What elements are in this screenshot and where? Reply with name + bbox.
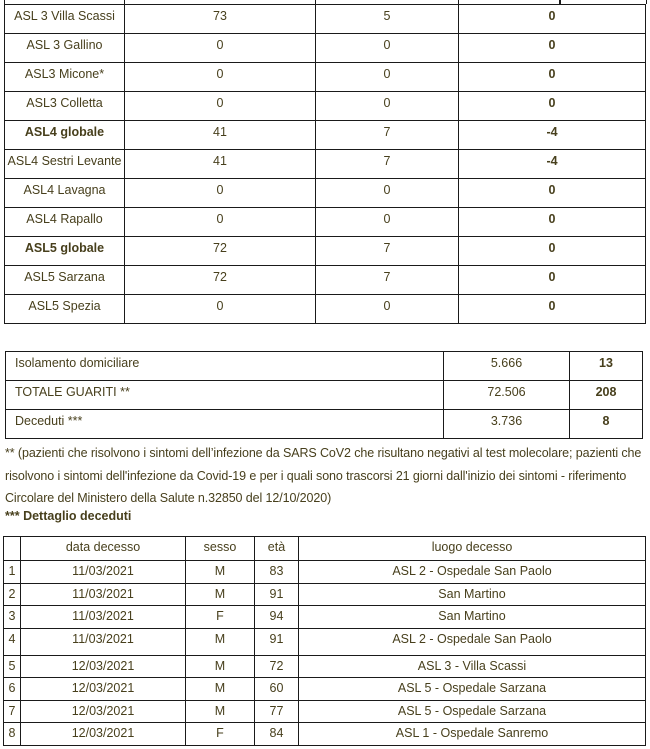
asl-name-cell: ASL 3 Villa Scassi (5, 4, 125, 33)
asl-delta-cell: -4 (459, 149, 646, 178)
summary-total-cell: 72.506 (444, 381, 570, 410)
place-cell: ASL 2 - Ospedale San Paolo (299, 561, 646, 584)
death-date-cell: 11/03/2021 (21, 628, 186, 655)
asl-delta-cell: 0 (459, 91, 646, 120)
asl-name-cell: ASL3 Colletta (5, 91, 125, 120)
asl-value-cell: 0 (125, 62, 316, 91)
sex-header: sesso (186, 537, 255, 561)
row-number-header (4, 537, 21, 561)
asl-table-row (5, 149, 646, 178)
asl-name-cell: ASL 3 Gallino (5, 33, 125, 62)
asl-name-cell: ASL4 Rapallo (5, 207, 125, 236)
asl-name-cell: ASL5 Sarzana (5, 265, 125, 294)
asl-name-cell: ASL3 Micone* (5, 62, 125, 91)
death-record-row (4, 628, 646, 655)
row-number-cell: 7 (4, 700, 21, 723)
asl-table-row (5, 294, 646, 323)
asl-name-cell: ASL4 Lavagna (5, 178, 125, 207)
asl-name-cell: ASL5 globale (5, 236, 125, 265)
asl-name-cell: ASL4 Sestri Levante (5, 149, 125, 178)
place-cell: San Martino (299, 606, 646, 629)
asl-delta-cell: 0 (459, 207, 646, 236)
asl-delta-cell: 0 (459, 294, 646, 323)
asl-value-cell: 72 (125, 236, 316, 265)
summary-total-cell: 3.736 (444, 410, 570, 439)
asl-delta-cell: 0 (459, 33, 646, 62)
asl-delta-cell: 0 (459, 236, 646, 265)
sex-cell: F (186, 606, 255, 629)
summary-table (5, 351, 643, 439)
asl-table-row (5, 207, 646, 236)
asl-value-cell: 0 (316, 62, 459, 91)
asl-table-row (5, 236, 646, 265)
row-number-cell: 6 (4, 678, 21, 701)
row-number-cell: 8 (4, 723, 21, 746)
asl-name-cell: ASL4 globale (5, 120, 125, 149)
asl-delta-cell: 0 (459, 62, 646, 91)
age-cell: 72 (255, 655, 299, 678)
summary-total-cell: 5.666 (444, 352, 570, 381)
sex-cell: M (186, 678, 255, 701)
asl-value-cell: 0 (125, 178, 316, 207)
asl-table-row (5, 33, 646, 62)
death-record-row (4, 723, 646, 746)
deaths-header-row (4, 537, 646, 561)
asl-table-row (5, 62, 646, 91)
death-date-cell: 11/03/2021 (21, 561, 186, 584)
asl-value-cell: 7 (316, 120, 459, 149)
death-record-row (4, 655, 646, 678)
summary-table-row (6, 352, 643, 381)
death-date-cell: 12/03/2021 (21, 655, 186, 678)
sex-cell: F (186, 723, 255, 746)
asl-value-cell: 0 (316, 178, 459, 207)
asl-detail-table (4, 4, 646, 324)
age-cell: 77 (255, 700, 299, 723)
age-cell: 94 (255, 606, 299, 629)
place-cell: San Martino (299, 583, 646, 606)
summary-label-cell: TOTALE GUARITI ** (6, 381, 444, 410)
summary-label-cell: Isolamento domiciliare (6, 352, 444, 381)
age-cell: 91 (255, 583, 299, 606)
asl-value-cell: 41 (125, 149, 316, 178)
summary-label-cell: Deceduti *** (6, 410, 444, 439)
asl-value-cell: 0 (125, 91, 316, 120)
asl-value-cell: 72 (125, 265, 316, 294)
asl-value-cell: 0 (316, 294, 459, 323)
death-record-row (4, 606, 646, 629)
summary-delta-cell: 8 (570, 410, 643, 439)
asl-value-cell: 7 (316, 236, 459, 265)
asl-value-cell: 73 (125, 4, 316, 33)
asl-value-cell: 0 (125, 33, 316, 62)
age-header: età (255, 537, 299, 561)
death-date-cell: 12/03/2021 (21, 723, 186, 746)
summary-delta-cell: 13 (570, 352, 643, 381)
sex-cell: M (186, 583, 255, 606)
sex-cell: M (186, 561, 255, 584)
summary-table-row (6, 381, 643, 410)
deaths-detail-heading: *** Dettaglio deceduti (5, 509, 132, 523)
death-date-cell: 11/03/2021 (21, 583, 186, 606)
death-date-cell: 12/03/2021 (21, 678, 186, 701)
asl-delta-cell: 0 (459, 4, 646, 33)
death-date-header: data decesso (21, 537, 186, 561)
death-date-cell: 11/03/2021 (21, 606, 186, 629)
asl-name-cell: ASL5 Spezia (5, 294, 125, 323)
age-cell: 91 (255, 628, 299, 655)
summary-delta-cell: 208 (570, 381, 643, 410)
sex-cell: M (186, 628, 255, 655)
asl-table-row (5, 4, 646, 33)
death-record-row (4, 583, 646, 606)
asl-value-cell: 7 (316, 265, 459, 294)
row-number-cell: 2 (4, 583, 21, 606)
summary-table-row (6, 410, 643, 439)
asl-value-cell: 0 (316, 33, 459, 62)
place-cell: ASL 5 - Ospedale Sarzana (299, 700, 646, 723)
asl-value-cell: 0 (125, 294, 316, 323)
asl-delta-cell: -4 (459, 120, 646, 149)
asl-delta-cell: 0 (459, 178, 646, 207)
guariti-footnote: ** (pazienti che risolvono i sintomi dell’infezione da SARS CoV2 che risultano negativi al test molecolare; pazienti che risolvono i sintomi dell'infezione da Covid-19 e per i quali sono trascorsi 21 giorni dall'inizio dei sintomi - riferimento Circolare del Ministero della Salute n.32850 del 12/10/2020) (5, 446, 642, 505)
asl-value-cell: 41 (125, 120, 316, 149)
place-cell: ASL 1 - Ospedale Sanremo (299, 723, 646, 746)
row-number-cell: 4 (4, 628, 21, 655)
sex-cell: M (186, 700, 255, 723)
age-cell: 60 (255, 678, 299, 701)
place-cell: ASL 2 - Ospedale San Paolo (299, 628, 646, 655)
death-date-cell: 12/03/2021 (21, 700, 186, 723)
asl-table-row (5, 91, 646, 120)
asl-value-cell: 5 (316, 4, 459, 33)
deaths-detail-table (3, 536, 646, 746)
place-cell: ASL 3 - Villa Scassi (299, 655, 646, 678)
row-number-cell: 1 (4, 561, 21, 584)
death-record-row (4, 678, 646, 701)
place-cell: ASL 5 - Ospedale Sarzana (299, 678, 646, 701)
asl-table-row (5, 120, 646, 149)
age-cell: 83 (255, 561, 299, 584)
row-number-cell: 5 (4, 655, 21, 678)
asl-value-cell: 7 (316, 149, 459, 178)
row-number-cell: 3 (4, 606, 21, 629)
sex-cell: M (186, 655, 255, 678)
death-record-row (4, 700, 646, 723)
place-header: luogo decesso (299, 537, 646, 561)
death-record-row (4, 561, 646, 584)
asl-table-row (5, 178, 646, 207)
asl-value-cell: 0 (316, 91, 459, 120)
asl-value-cell: 0 (125, 207, 316, 236)
asl-delta-cell: 0 (459, 265, 646, 294)
age-cell: 84 (255, 723, 299, 746)
asl-value-cell: 0 (316, 207, 459, 236)
asl-table-row (5, 265, 646, 294)
